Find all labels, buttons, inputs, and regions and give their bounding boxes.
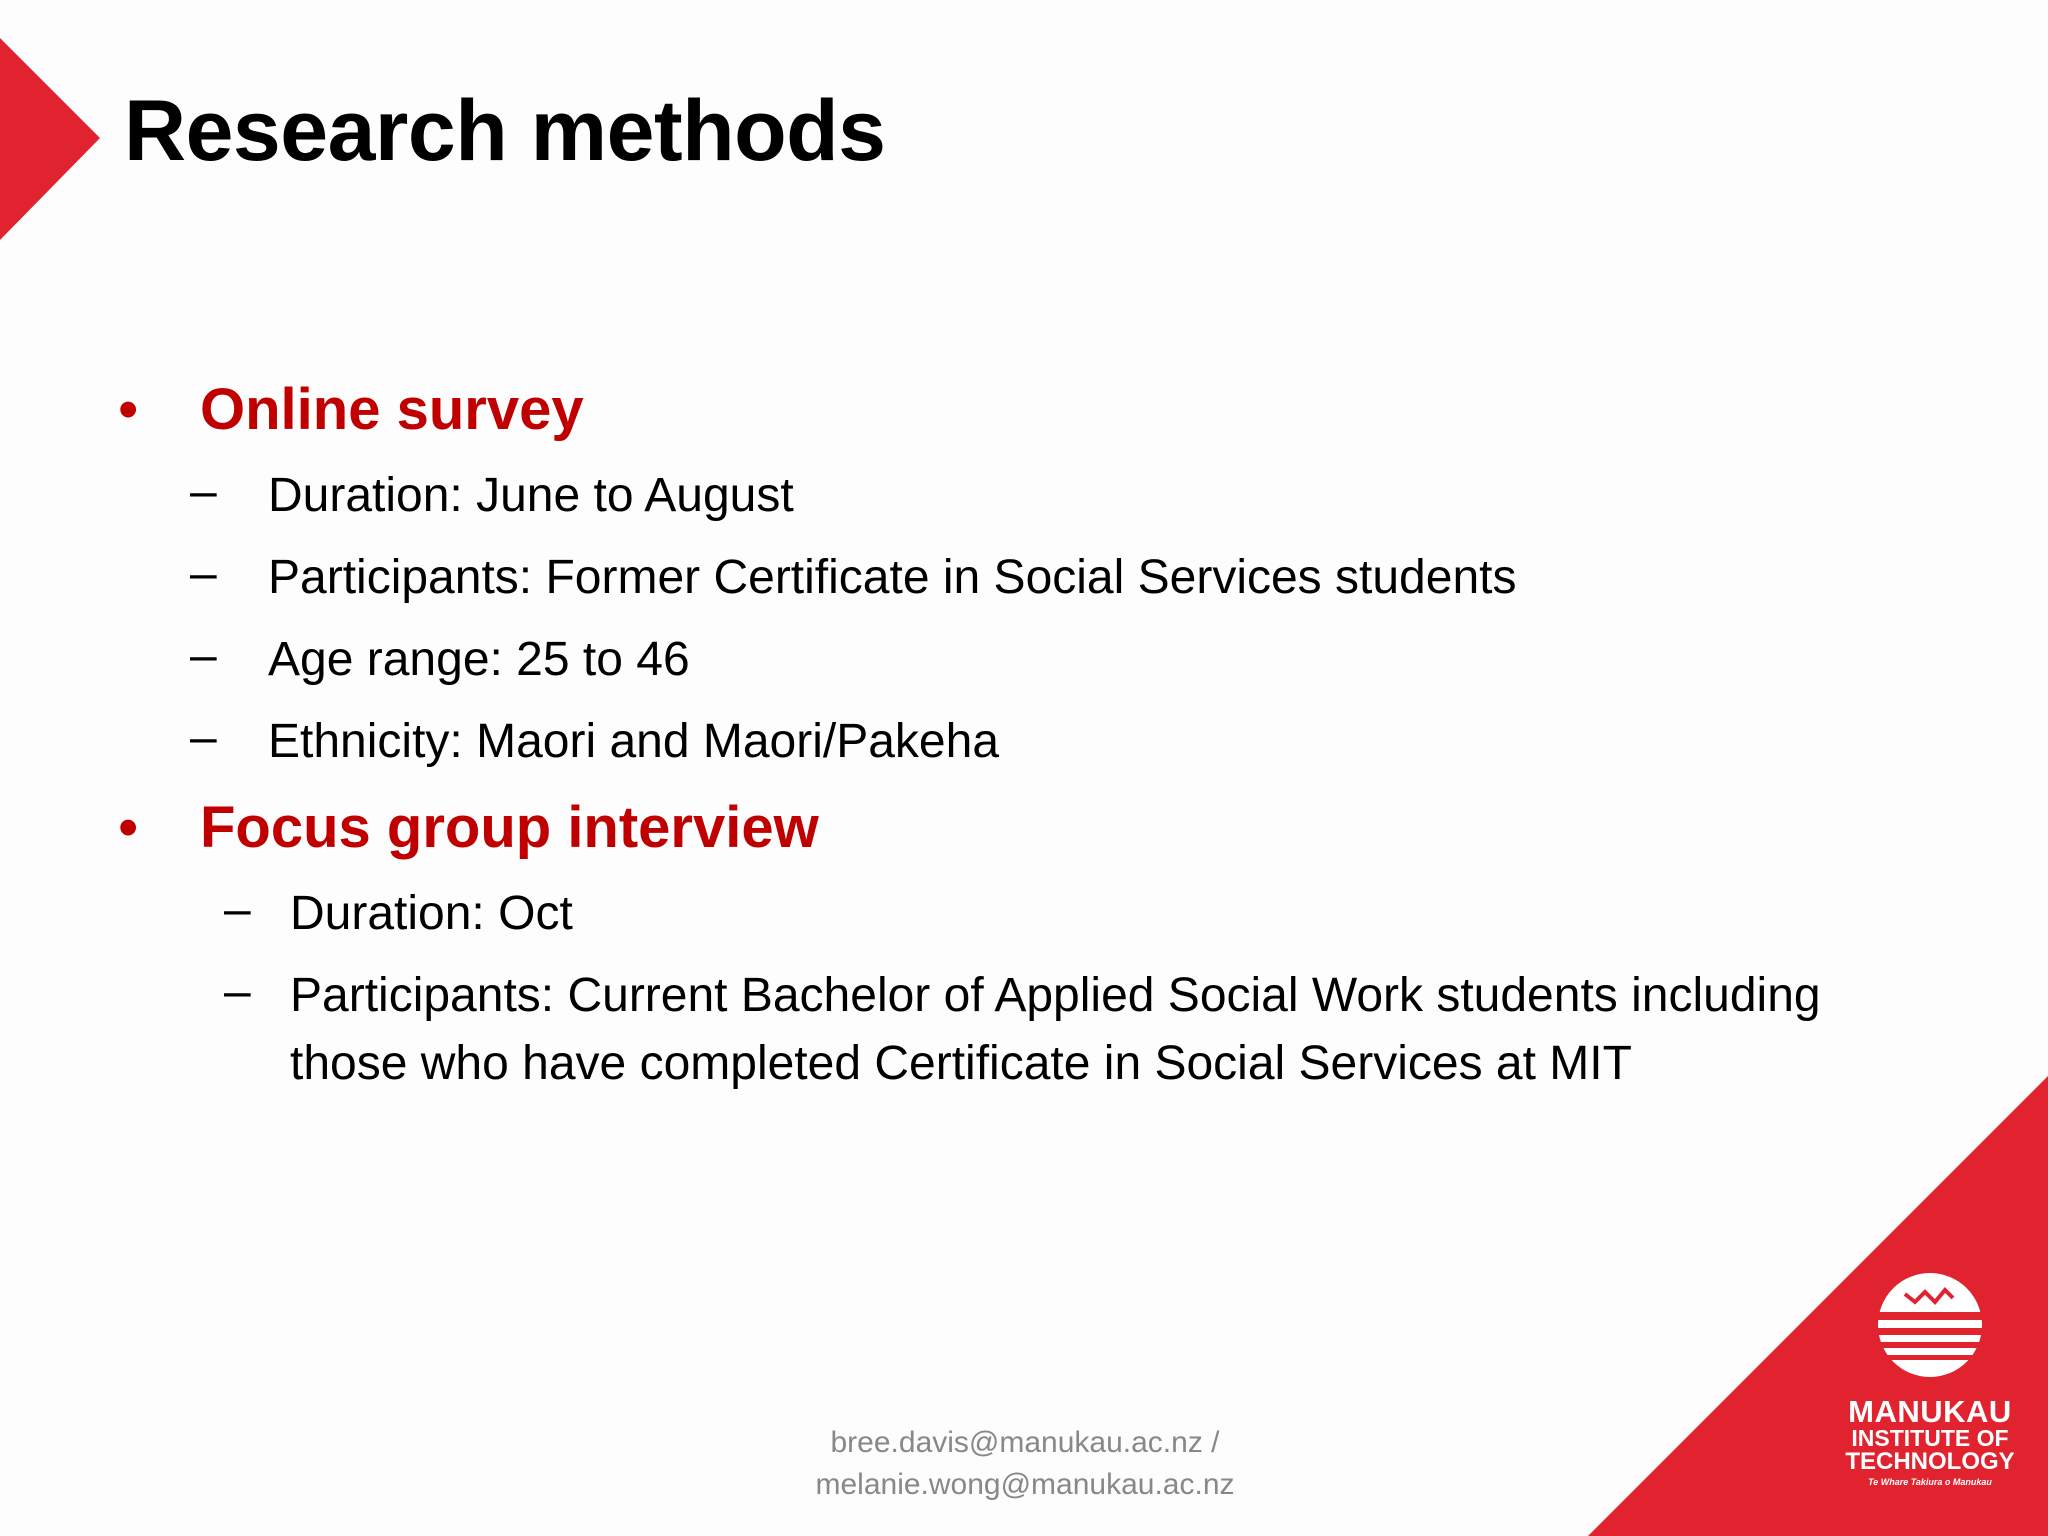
list-item [0, 626, 2048, 708]
logo-line-1: MANUKAU [1848, 1394, 2012, 1429]
list-item [0, 544, 2048, 626]
logo-tagline: Te Whare Takiura o Manukau [1868, 1477, 1992, 1487]
list-item [0, 962, 2048, 1090]
list-item-text: Duration: Oct [290, 887, 573, 940]
slide-content [0, 370, 2048, 1090]
bullet-icon: • [118, 377, 139, 442]
list-item [0, 708, 2048, 790]
section-heading: Online survey [200, 377, 584, 442]
logo-line-2: INSTITUTE OF [1851, 1425, 2009, 1451]
list-item-text: Participants: Current Bachelor of Applied Social Work students including those who have completed Certificate in Social Services at MIT [290, 969, 1821, 1090]
mit-logo [1840, 1270, 2020, 1487]
mit-sun-waves-logo-icon [1875, 1270, 1985, 1380]
list-item [0, 462, 2048, 544]
list-item-text: Duration: June to August [268, 469, 794, 522]
dash-icon: – [224, 883, 251, 936]
bullet-icon: • [118, 795, 139, 860]
dash-icon: – [190, 711, 217, 764]
dash-icon: – [190, 547, 217, 600]
dash-icon: – [190, 629, 217, 682]
list-item-text: Age range: 25 to 46 [268, 633, 690, 686]
section-heading: Focus group interview [200, 795, 819, 860]
section-focus-group [0, 788, 2048, 868]
corner-accent-triangle [0, 0, 110, 250]
dash-icon: – [224, 965, 251, 1018]
dash-icon: – [190, 465, 217, 518]
logo-line-3: TECHNOLOGY [1845, 1448, 2015, 1475]
footer-line-1: bree.davis@manukau.ac.nz / [830, 1426, 1220, 1459]
section-online-survey [0, 370, 2048, 450]
list-item-text: Participants: Former Certificate in Social Services students [268, 551, 1517, 604]
footer-contacts [780, 1422, 1270, 1506]
slide-title: Research methods [124, 83, 886, 179]
list-item [0, 880, 2048, 962]
list-item-text: Ethnicity: Maori and Maori/Pakeha [268, 715, 1000, 768]
footer-line-2: melanie.wong@manukau.ac.nz [815, 1468, 1235, 1501]
